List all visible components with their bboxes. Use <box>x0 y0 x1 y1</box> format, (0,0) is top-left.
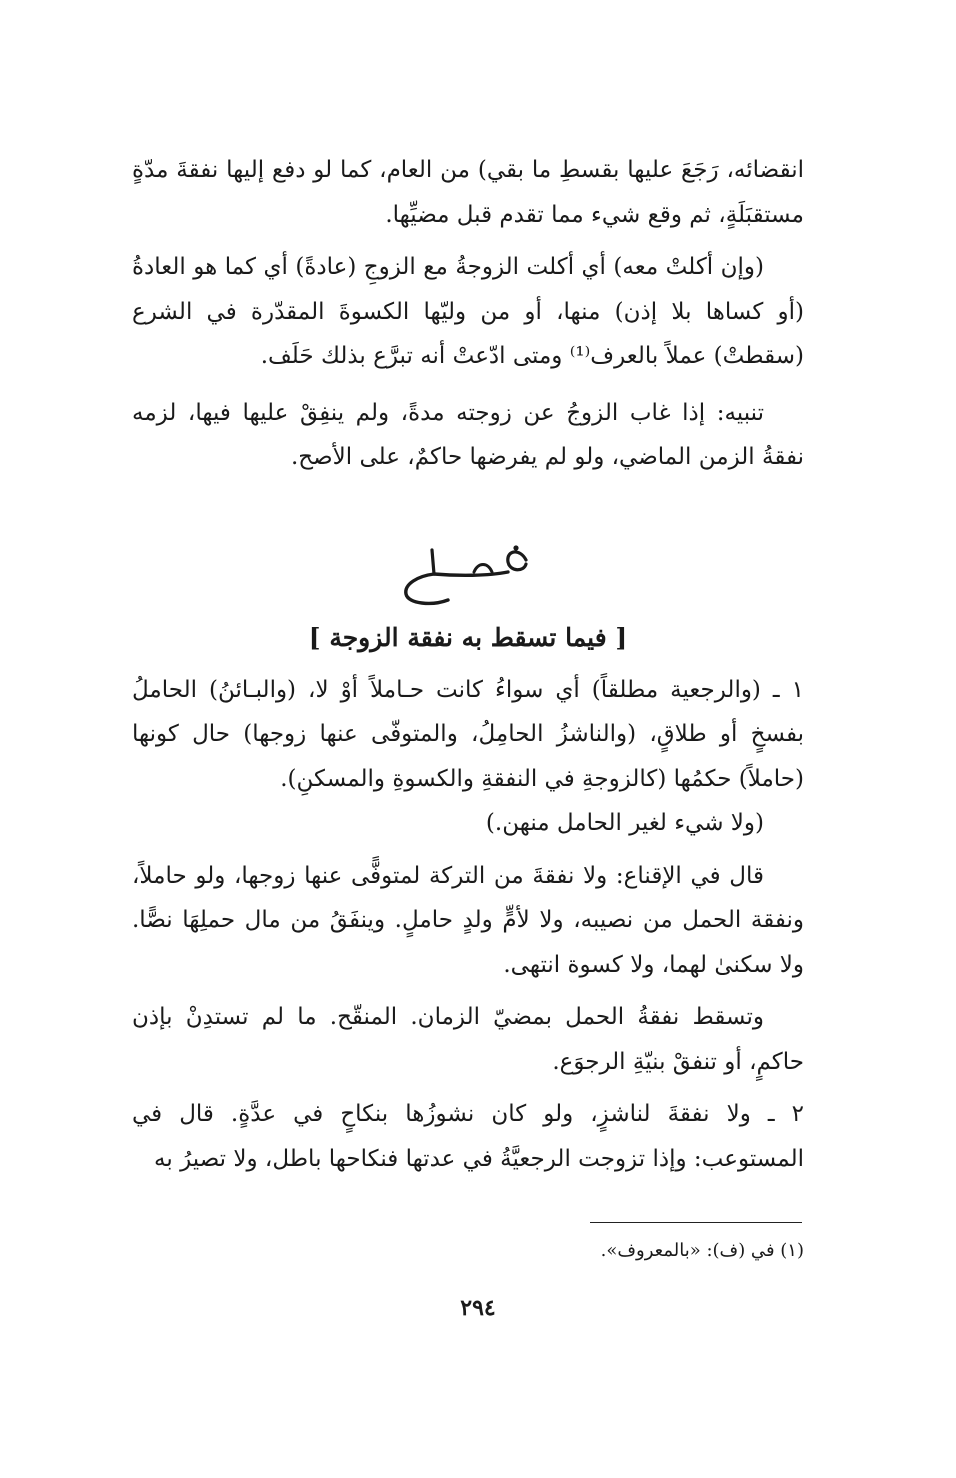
paragraph-item-1: ١ ـ (والرجعية مطلقاً) أي سواءُ كانت حـاملاً أوْ لا، (والبـائنُ) الحاملُ بفسخٍ أو طلاقٍ، (والناشزُ الحامِلُ، والمتوفّى عنها زوجها) حال كونها (حاملاً) حكمُها (كالزوجةِ في النفقةِ والكسوةِ والمسكنِ). <box>132 676 804 792</box>
paragraph-iqna-quote: قال في الإقناع: ولا نفقةَ من التركة لمتوفًّى عنها زوجها، ولو حاملاً، ونفقة الحمل من نصيبه، ولا لأمٍّ ولدٍ حاملٍ. وينفَقُ من مال حملِهَا نصًّا. ولا سكنىٰ لهما، ولا كسوة انتهى. <box>132 862 804 978</box>
footnote: (١) في (ف): «بالمعروف». <box>600 1240 804 1261</box>
footnote-divider <box>590 1222 802 1223</box>
page-body <box>132 148 804 1181</box>
paragraph-pregnancy-expense: وتسقط نفقةُ الحمل بمضيّ الزمان. المنقّح. ما لم تستدِنْ بإذن حاكمٍ، أو تنفقْ بنيّةِ الرجوَع. <box>132 1004 804 1075</box>
section-ornament <box>132 542 804 612</box>
page-number: ٢٩٤ <box>460 1295 496 1321</box>
paragraph-eating-clothing: (وإن أكلتْ معه) أي أكلت الزوجةُ مع الزوجِ (عادةً) أي كما هو العادةُ (أو كساها بلا إذن) منها، أو من وليّها الكسوةَ المقدّرة في الشرع (سقطتْ) عملاً بالعرف⁽¹⁾ ومتى ادّعتْ أنه تبرَّع بذلك حَلَف. <box>132 254 804 369</box>
paragraph-continuation: انقضائه، رَجَعَ عليها بقسطِ ما بقي) من العام، كما لو دفع إليها نفقةَ مدّةٍ مستقبَلَةٍ، ثم وقع شيء مما تقدم قبل مضيِّها. <box>132 157 804 228</box>
paragraph-non-pregnant: (ولا شيء لغير الحامل منهن.) <box>485 810 764 836</box>
paragraph-notice: تنبيه: إذا غاب الزوجُ عن زوجته مدةً، ولم ينفِقْ عليها فيها، لزمه نفقةُ الزمن الماضي، ولو لم يفرضها حاكمٌ، على الأصح. <box>132 399 804 470</box>
paragraph-item-2: ٢ ـ ولا نفقةَ لناشزٍ، ولو كان نشوزُها بنكاحٍ في عدَّةٍ. قال في المستوعب: وإذا تزوجت الرجعيَّةُ في عدتها فنكاحها باطل، ولا تصيرُ به <box>132 1101 804 1172</box>
section-title: [ فيما تسقط به نفقة الزوجة ] <box>308 622 628 652</box>
